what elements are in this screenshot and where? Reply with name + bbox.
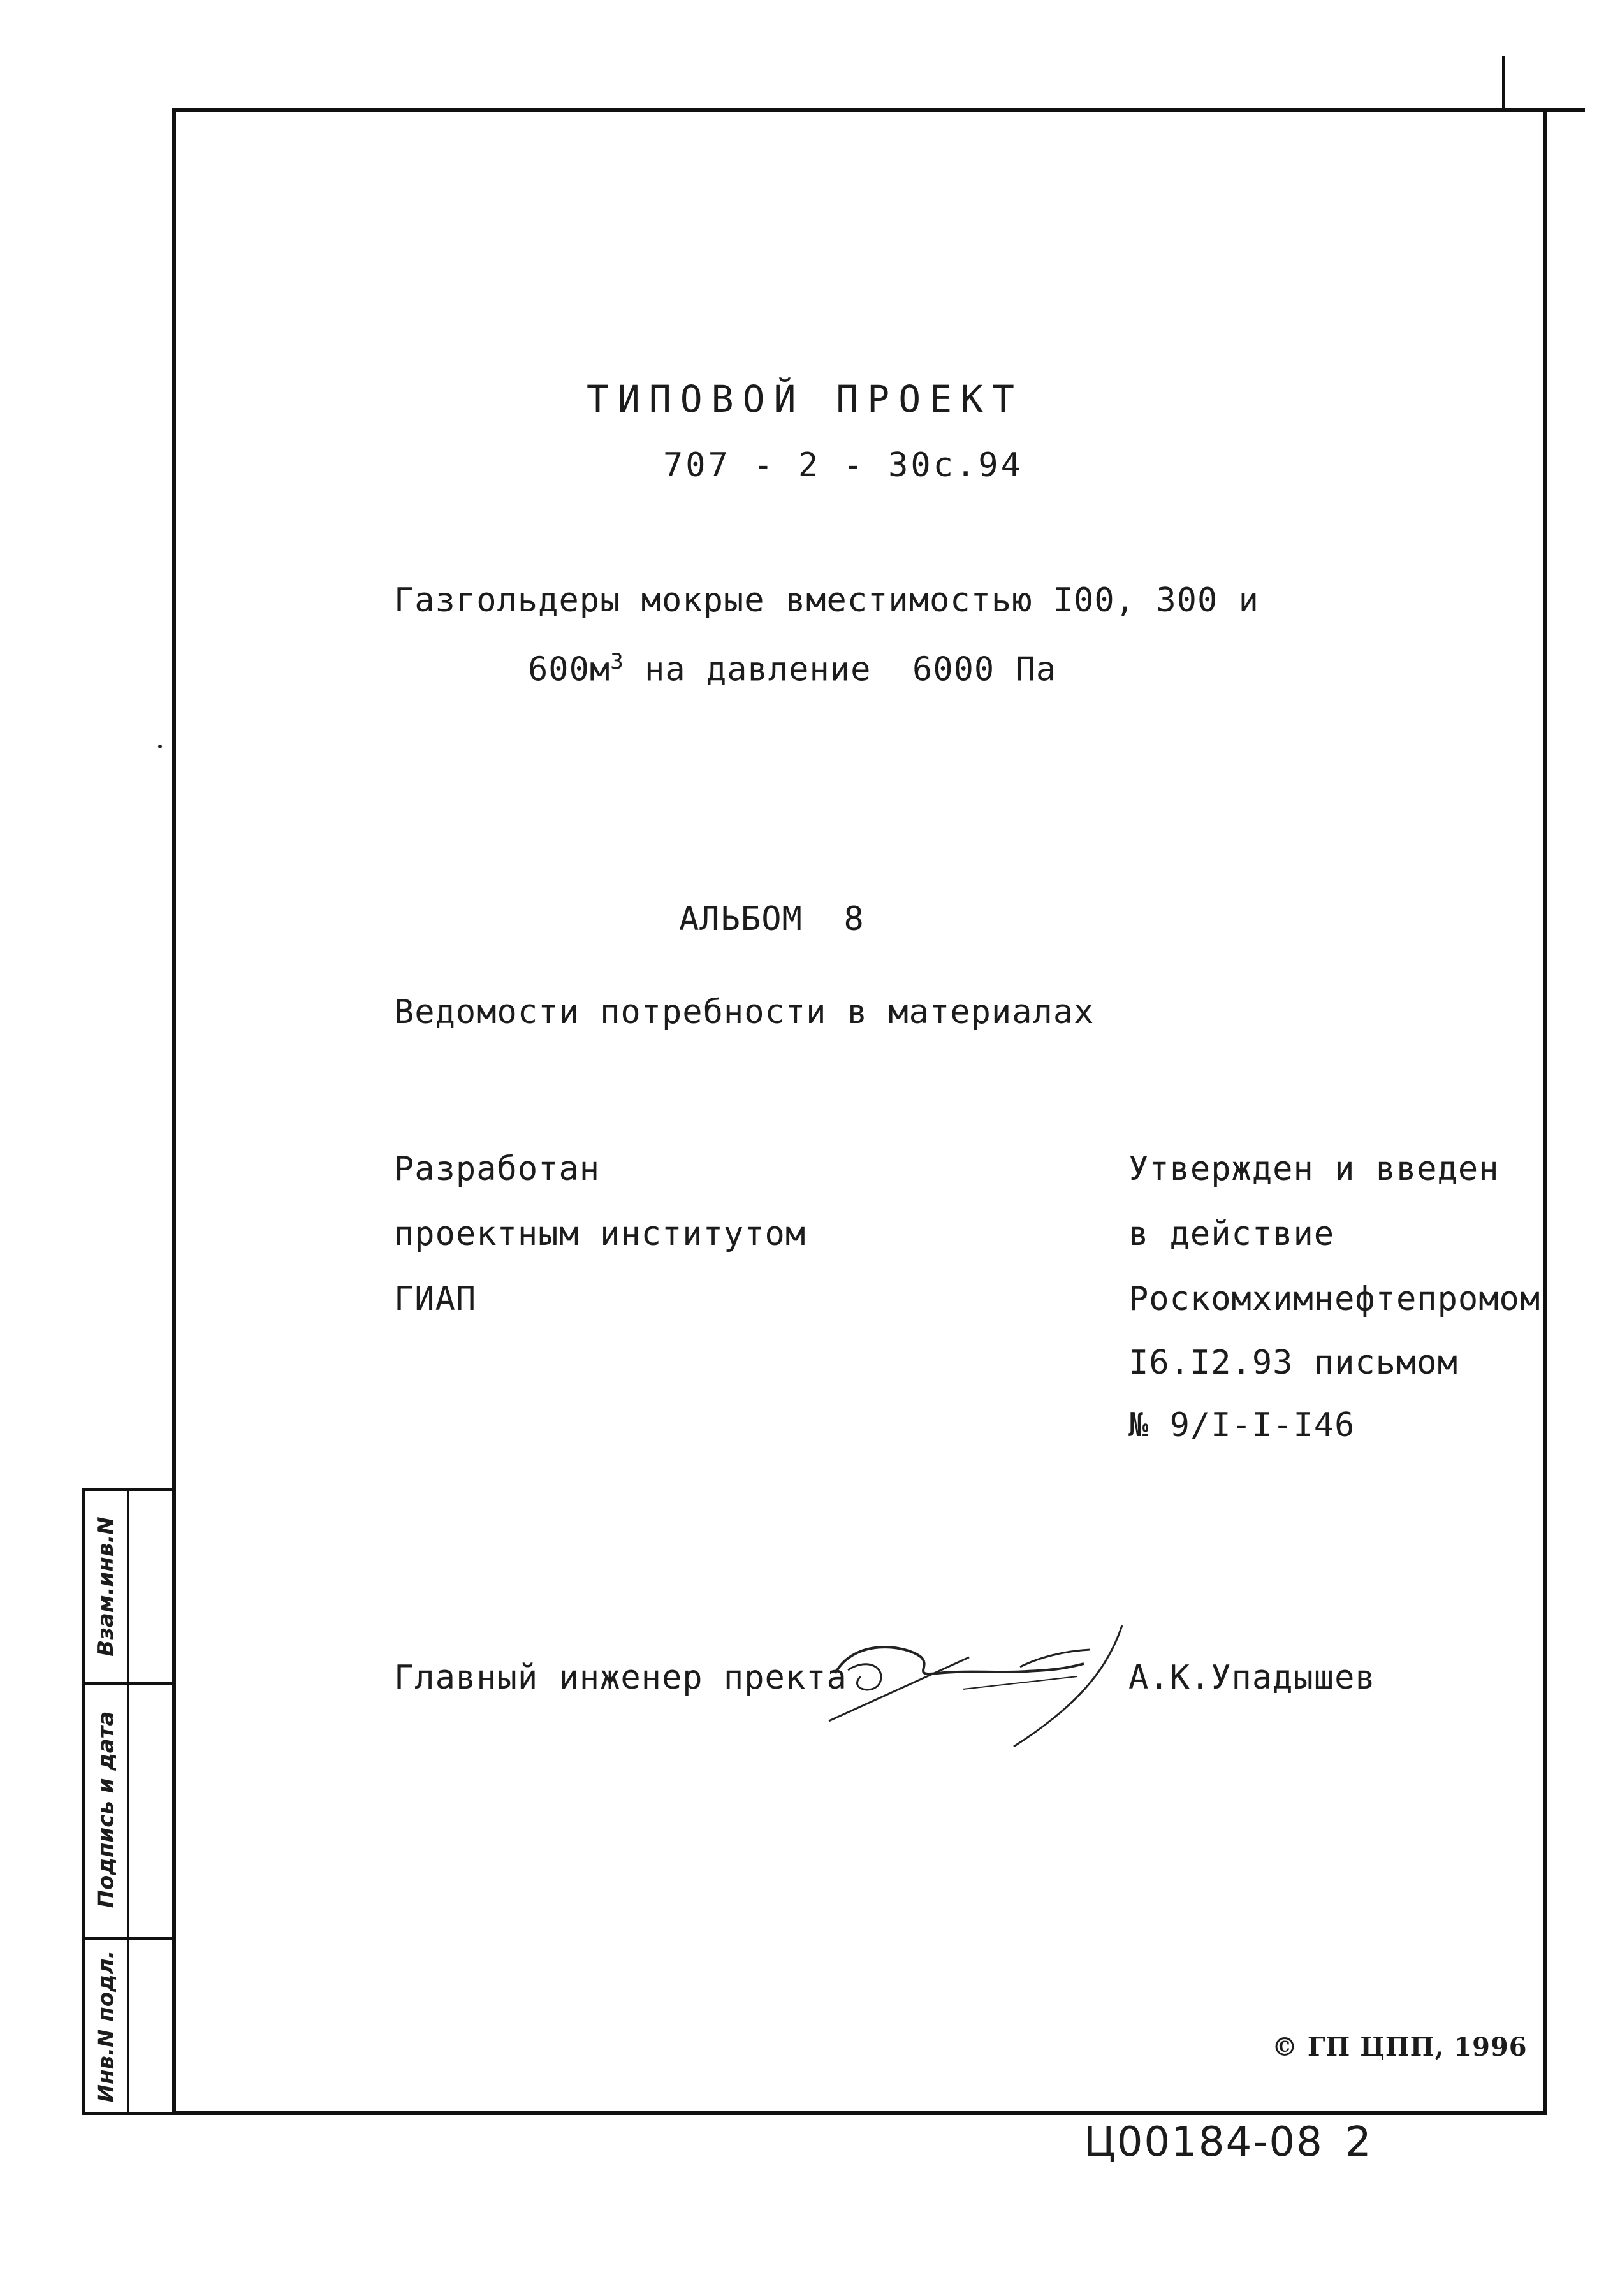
developer-line-1: Разработан xyxy=(394,1150,601,1188)
cubic-superscript: 3 xyxy=(610,649,624,674)
developer-line-2: проектным институтом xyxy=(394,1215,806,1253)
stamp-divider-vertical xyxy=(127,1491,129,2112)
approval-line-3: Роскомхимнефтепромом xyxy=(1128,1280,1541,1318)
scan-dot xyxy=(158,745,162,748)
pressure-text: на давление 6000 Па xyxy=(624,650,1057,689)
document-title: ТИПОВОЙ ПРОЕКТ xyxy=(587,377,1023,421)
approval-line-1: Утвержден и введен xyxy=(1128,1150,1500,1188)
subject-line-1: Газгольдеры мокрые вместимостью I00, 300 и xyxy=(394,581,1259,620)
approval-line-5: № 9/I-I-I46 xyxy=(1128,1406,1355,1444)
document-number: Ц00184-08 xyxy=(1084,2119,1324,2166)
frame-tick-vertical xyxy=(1502,56,1505,111)
stamp-cell-signature-date xyxy=(85,1682,127,1937)
stamp-inv-number-label: Инв.N подл. xyxy=(93,1950,119,2103)
stamp-cell-inv-number xyxy=(85,1937,127,2116)
chief-engineer-label: Главный инженер пректа xyxy=(394,1659,847,1697)
stamp-replaced-inv-label: Взам.инв.N xyxy=(93,1516,119,1657)
developer-line-3: ГИАП xyxy=(394,1280,477,1318)
approval-line-4: I6.I2.93 письмом xyxy=(1128,1344,1458,1382)
chief-engineer-name: А.К.Упадышев xyxy=(1128,1659,1376,1697)
frame-tick-horizontal xyxy=(1547,108,1585,112)
approval-line-2: в действие xyxy=(1128,1215,1335,1253)
copyright: © ГП ЦПП, 1996 xyxy=(1272,2032,1528,2062)
approval-stamp-strip xyxy=(82,1488,172,2115)
handwritten-signature xyxy=(810,1613,1141,1759)
capacity-value: 600м xyxy=(528,650,611,689)
subject-line-2 xyxy=(528,649,1056,688)
stamp-cell-replaced-inv xyxy=(85,1491,127,1682)
album-description: Ведомости потребности в материалах xyxy=(394,993,1095,1031)
page-number: 2 xyxy=(1345,2119,1372,2166)
album-label: АЛЬБОМ 8 xyxy=(679,900,865,938)
project-code: 707 - 2 - 30с.94 xyxy=(663,446,1023,484)
stamp-signature-date-label: Подпись и дата xyxy=(93,1711,119,1908)
